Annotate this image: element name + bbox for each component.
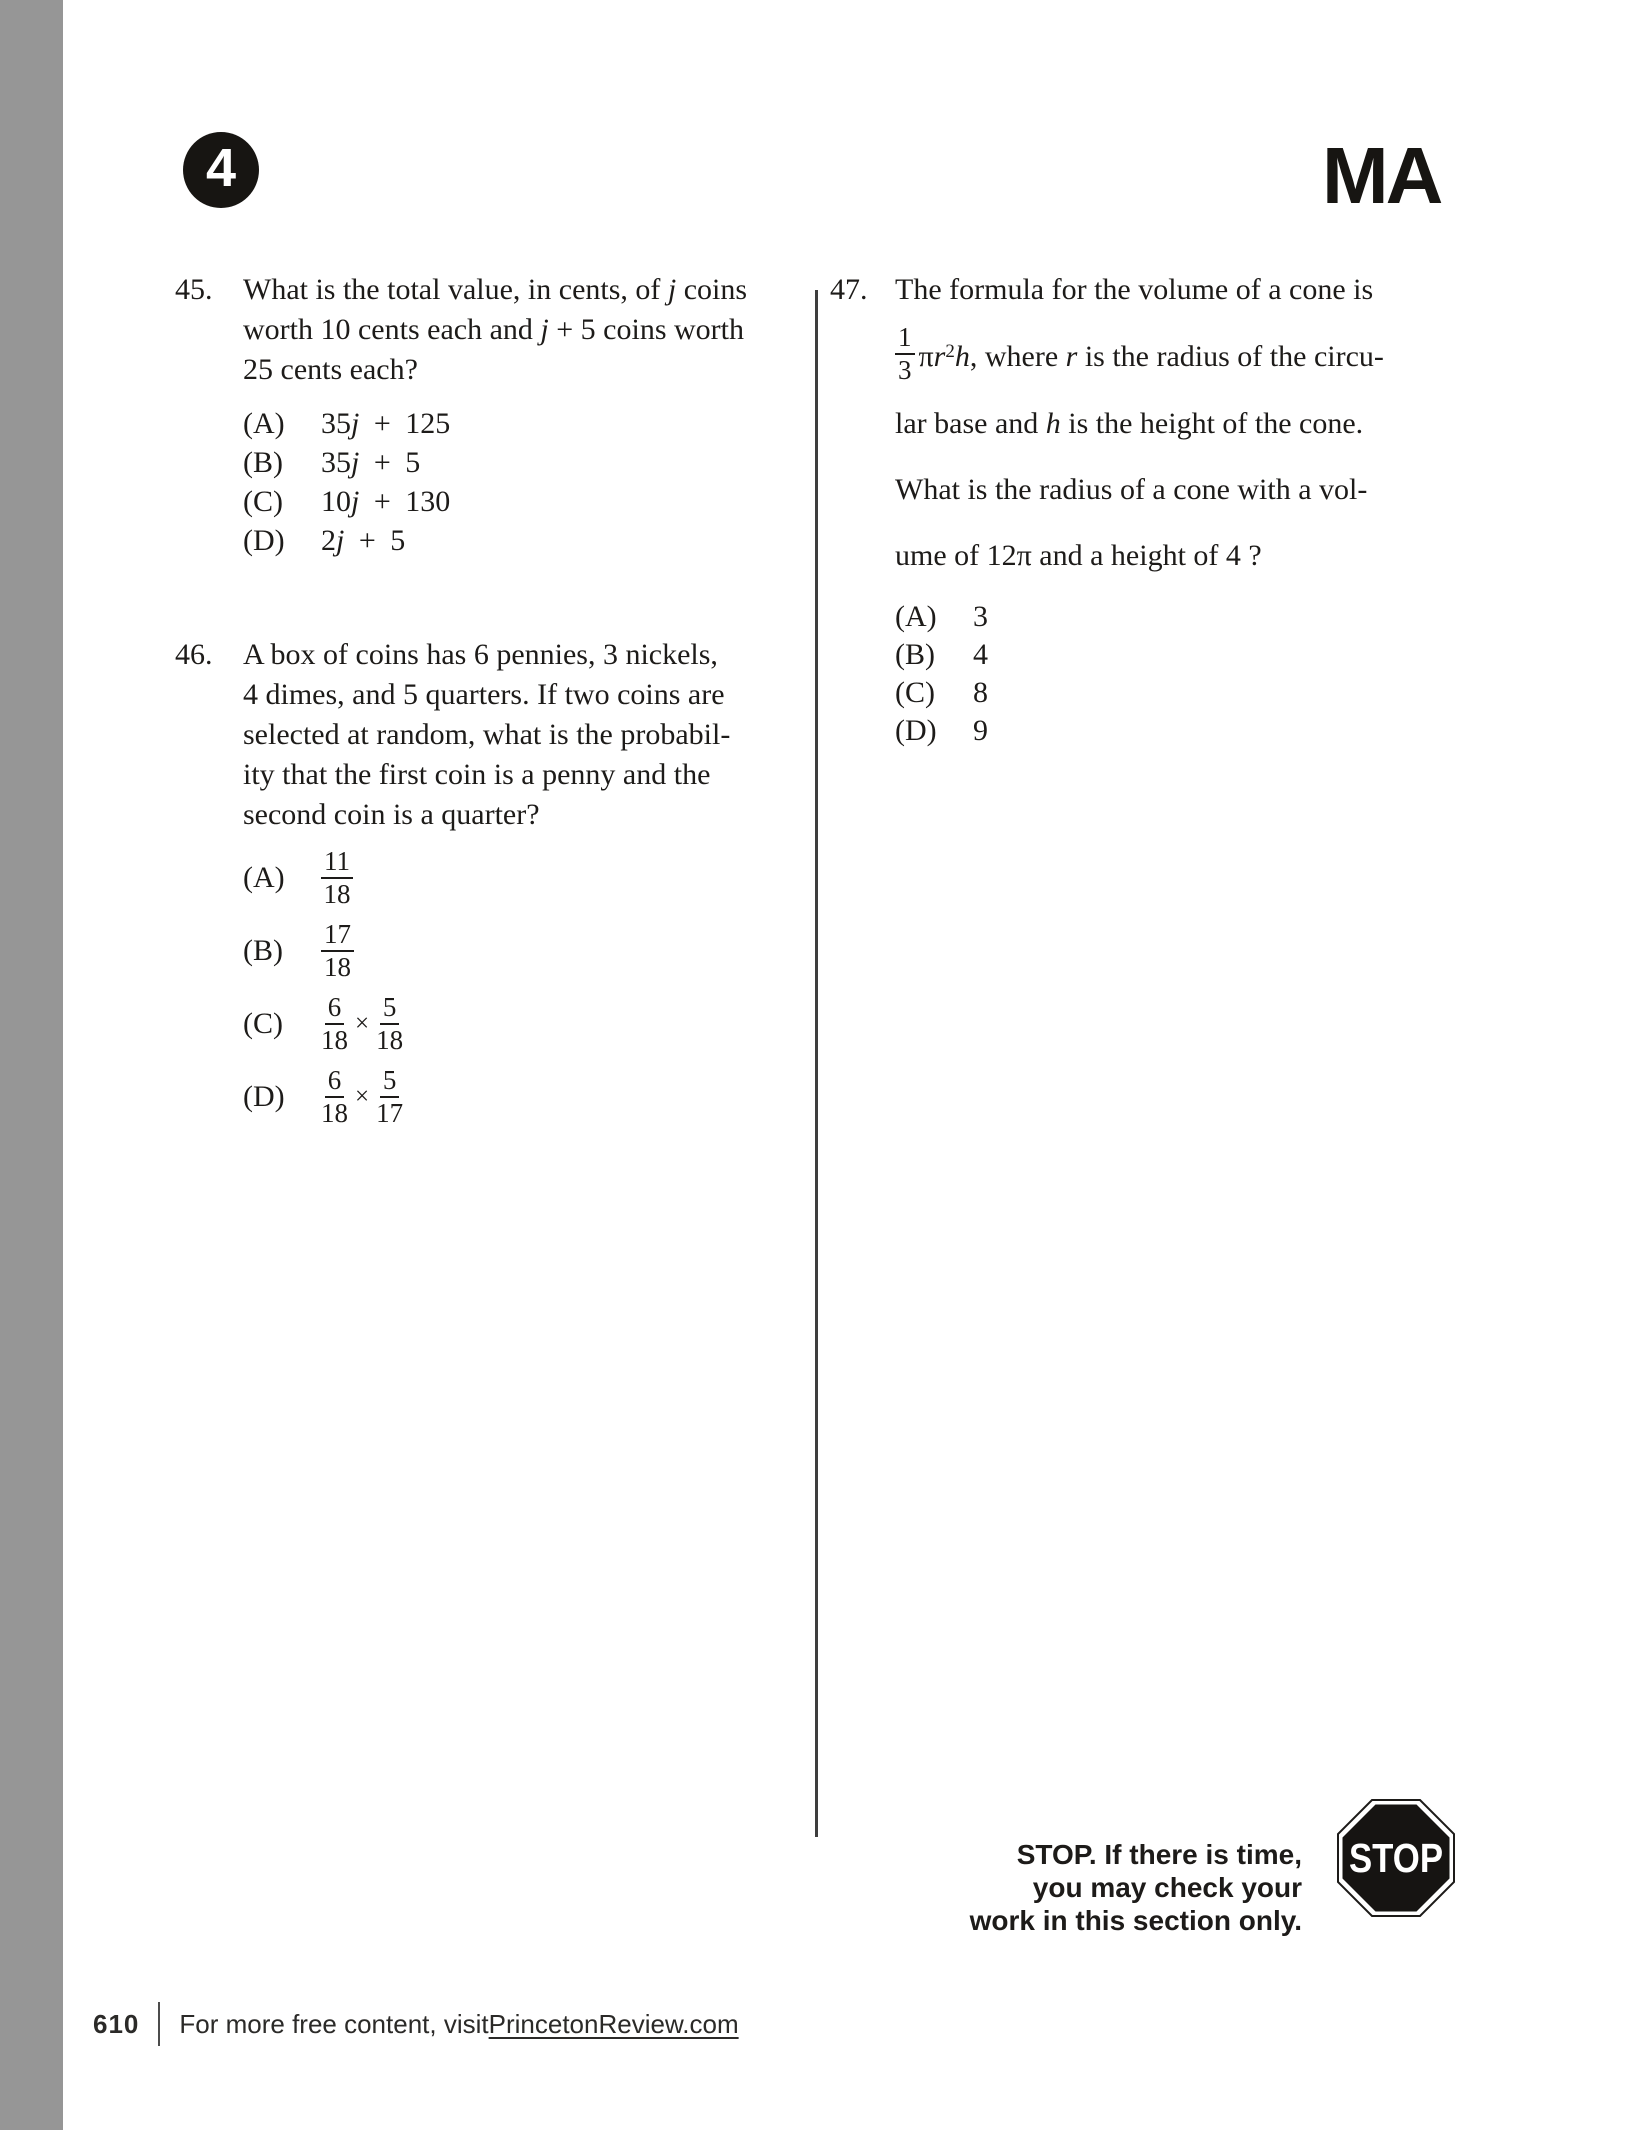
question-46-line-3: selected at random, what is the probabil- bbox=[243, 718, 731, 751]
stop-instructions-line-3: work in this section only. bbox=[969, 1905, 1302, 1936]
question-45-line-2 bbox=[243, 310, 835, 350]
page-number: 610 bbox=[93, 2008, 140, 2039]
choice-label: (A) bbox=[895, 600, 937, 633]
choice-c bbox=[895, 674, 1470, 712]
question-text: coins bbox=[676, 273, 748, 306]
cone-volume-formula bbox=[895, 316, 1470, 392]
question-text: is the radius of the circu- bbox=[1077, 339, 1384, 373]
fraction bbox=[895, 322, 915, 386]
question-47-body bbox=[895, 270, 1470, 750]
fraction-numerator: 6 bbox=[325, 1065, 345, 1098]
fraction-denominator: 3 bbox=[898, 355, 912, 385]
question-47-line-4: What is the radius of a cone with a vol- bbox=[895, 473, 1368, 506]
question-46 bbox=[175, 635, 835, 1133]
question-47-line-1: The formula for the volume of a cone is bbox=[895, 273, 1374, 306]
variable-h: h bbox=[954, 339, 970, 373]
choice-d bbox=[243, 1060, 835, 1133]
multiplication-sign: × bbox=[355, 1009, 370, 1037]
question-46-body bbox=[243, 635, 835, 1133]
choice-d bbox=[243, 521, 835, 560]
question-45-body bbox=[243, 270, 835, 560]
fraction-denominator: 18 bbox=[323, 878, 351, 909]
choice-value: 35j + 5 bbox=[321, 446, 421, 479]
choice-value: 2j + 5 bbox=[321, 524, 406, 557]
fraction bbox=[321, 846, 353, 910]
fraction-numerator: 6 bbox=[325, 992, 345, 1025]
variable-r: r bbox=[933, 339, 946, 373]
choice-label: (C) bbox=[243, 485, 283, 518]
question-text: , where bbox=[969, 339, 1066, 373]
question-47-line-3 bbox=[895, 404, 1470, 444]
choice-c bbox=[243, 987, 835, 1060]
princeton-review-link[interactable]: PrincetonReview.com bbox=[488, 2008, 739, 2039]
choice-b bbox=[243, 443, 835, 482]
choice-label: (B) bbox=[895, 638, 935, 671]
variable-h: h bbox=[1045, 407, 1061, 440]
variable-r: r bbox=[1065, 339, 1078, 373]
section-number-badge bbox=[183, 132, 259, 208]
question-45-line-1 bbox=[243, 270, 835, 310]
fraction-product bbox=[321, 1065, 403, 1129]
choice-label: (D) bbox=[895, 714, 937, 747]
question-47-number: 47. bbox=[830, 273, 868, 306]
choice-value: 4 bbox=[973, 638, 988, 671]
choice-a bbox=[243, 404, 835, 443]
choice-b bbox=[243, 914, 835, 987]
question-text: worth 10 cents each and bbox=[243, 313, 541, 346]
question-47-line-5: ume of 12π and a height of 4 ? bbox=[895, 539, 1262, 572]
fraction bbox=[321, 919, 354, 983]
formula-terms bbox=[919, 332, 1384, 377]
question-46-line-5: second coin is a quarter? bbox=[243, 798, 540, 831]
choice-label: (C) bbox=[895, 676, 935, 709]
question-46-line-4: ity that the first coin is a penny and the bbox=[243, 758, 711, 791]
fraction-numerator: 5 bbox=[380, 1065, 400, 1098]
question-text: What is the total value, in cents, of bbox=[243, 273, 668, 306]
stop-instructions-line-1: STOP. If there is time, bbox=[1016, 1839, 1302, 1870]
choice-c bbox=[243, 482, 835, 521]
question-47-choices bbox=[895, 598, 1470, 750]
question-text: lar base and bbox=[895, 407, 1046, 440]
pi-symbol: π bbox=[918, 339, 934, 373]
variable-j: j bbox=[540, 313, 549, 346]
fraction-denominator: 18 bbox=[321, 1024, 348, 1055]
choice-value: 3 bbox=[973, 600, 988, 633]
fraction-denominator: 18 bbox=[376, 1024, 404, 1055]
fraction-denominator: 18 bbox=[321, 1097, 348, 1128]
stop-instructions bbox=[970, 1838, 1302, 1937]
question-46-line-2: 4 dimes, and 5 quarters. If two coins are bbox=[243, 678, 725, 711]
question-45-choices bbox=[243, 404, 835, 560]
multiplication-sign: × bbox=[355, 1082, 370, 1110]
choice-label: (A) bbox=[243, 407, 285, 440]
question-45-line-3: 25 cents each? bbox=[243, 353, 418, 386]
fraction bbox=[376, 1065, 403, 1129]
question-46-choices bbox=[243, 841, 835, 1133]
choice-label: (B) bbox=[243, 446, 283, 479]
stop-sign-icon bbox=[1336, 1798, 1456, 1918]
choice-label: (C) bbox=[243, 1006, 283, 1040]
fraction-denominator: 18 bbox=[324, 951, 351, 982]
fraction-denominator: 17 bbox=[376, 1097, 404, 1128]
fraction-numerator: 11 bbox=[321, 846, 353, 879]
stop-sign-label: STOP bbox=[1349, 1835, 1443, 1881]
page-code: MA bbox=[1322, 131, 1441, 220]
choice-label: (D) bbox=[243, 1079, 285, 1113]
page-footer bbox=[93, 2002, 739, 2046]
choice-a bbox=[895, 598, 1470, 636]
fraction-numerator: 5 bbox=[380, 992, 400, 1025]
question-46-line-1: A box of coins has 6 pennies, 3 nickels, bbox=[243, 638, 718, 671]
footer-text: For more free content, visit bbox=[179, 2008, 489, 2039]
question-text: + 5 coins worth bbox=[548, 313, 744, 346]
left-gray-bar bbox=[0, 0, 63, 2130]
fraction bbox=[321, 992, 348, 1056]
fraction bbox=[321, 1065, 348, 1129]
choice-value: 10j + 130 bbox=[321, 485, 451, 518]
fraction-product bbox=[321, 992, 403, 1056]
fraction bbox=[376, 992, 403, 1056]
fraction-numerator: 17 bbox=[321, 919, 354, 952]
choice-label: (B) bbox=[243, 933, 283, 967]
stop-instructions-line-2: you may check your bbox=[1032, 1872, 1302, 1903]
variable-j: j bbox=[667, 273, 677, 306]
footer-divider bbox=[158, 2002, 160, 2046]
choice-value: 35j + 125 bbox=[321, 407, 451, 440]
question-45-number: 45. bbox=[175, 273, 213, 306]
choice-label: (A) bbox=[243, 860, 285, 894]
choice-label: (D) bbox=[243, 524, 285, 557]
section-number: 4 bbox=[205, 138, 237, 198]
choice-d bbox=[895, 712, 1470, 750]
exponent: 2 bbox=[945, 340, 955, 362]
question-46-number: 46. bbox=[175, 638, 213, 671]
choice-value: 9 bbox=[973, 714, 988, 747]
fraction-numerator: 1 bbox=[895, 322, 915, 355]
question-47 bbox=[830, 270, 1470, 750]
question-text: is the height of the cone. bbox=[1060, 407, 1364, 440]
choice-b bbox=[895, 636, 1470, 674]
choice-value: 8 bbox=[973, 676, 988, 709]
choice-a bbox=[243, 841, 835, 914]
question-45 bbox=[175, 270, 835, 560]
